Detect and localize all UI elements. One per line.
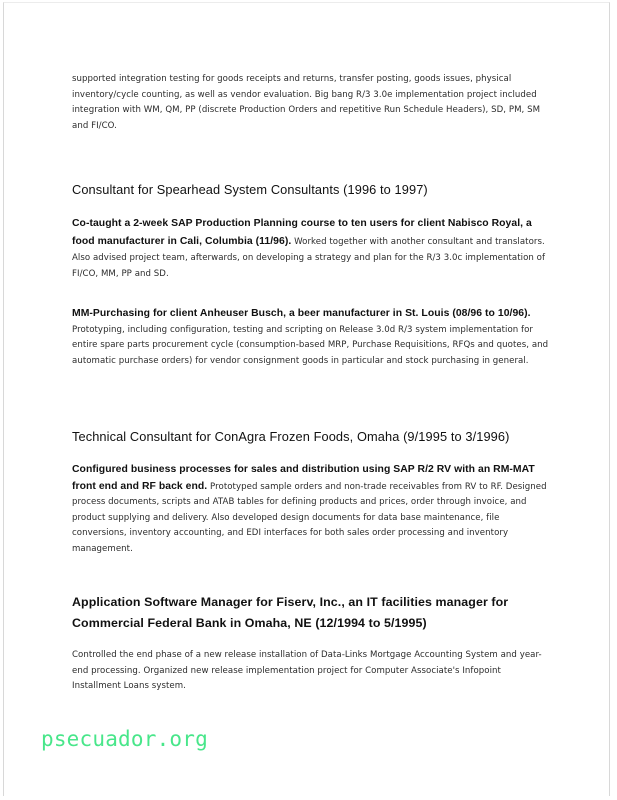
section-heading-conagra: [72, 426, 550, 447]
entry-anheuser-busch: [72, 306, 550, 369]
section-heading-text: Application Software Manager for Fiserv, Inc., an IT facilities manager for Commercial Federal Bank in Omaha, NE (12/1994 to 5/1995): [72, 595, 509, 630]
intro-paragraph: [72, 72, 550, 134]
entry-lead: Configured business processes for sales and distribution using SAP R/2 RV with an RM-MAT front end and RF back end.: [72, 464, 535, 492]
section-heading-text: Consultant for Spearhead System Consultants (1996 to 1997): [72, 182, 428, 197]
entry-text: Worked together with another consultant and translators. Also advised project team, afterwards, on developing a strategy and plan for the R/3 3.0c implementation of FI/CO, MM, PP and SD.: [72, 237, 546, 279]
intro-text: supported integration testing for goods receipts and returns, transfer posting, goods issues, physical inventory/cycle counting, as well as vendor evaluation. Big bang R/3 3.0e implementation project included integration with WM, QM, PP (discrete Production Orders and repetitive Run Schedule Headers), SD, PM, SM and FI/CO.: [72, 74, 541, 131]
entry-lead: Co-taught a 2-week SAP Production Planning course to ten users for client Nabisco Royal, a food manufacturer in Cali, Columbia (11/96).: [72, 218, 532, 247]
entry-text: Prototyping, including configuration, testing and scripting on Release 3.0d R/3 system implementation for entire spare parts procurement cycle (consumption-based MRP, Purchase Requisitions, RFQs and quotes, and automatic purchase orders) for vendor consignment goods in particular and stock purchasing in general.: [72, 324, 549, 366]
entry-nabisco: [72, 215, 550, 282]
entry-fiserv: [72, 648, 550, 695]
section-heading-text: Technical Consultant for ConAgra Frozen Foods, Omaha (9/1995 to 3/1996): [72, 429, 510, 444]
watermark: psecuador.org: [41, 727, 208, 751]
entry-text: Controlled the end phase of a new release installation of Data-Links Mortgage Accounting System and year-end processing. Organized new release implementation project for Computer Associate's Infopoint Installment Loans system.: [72, 650, 542, 692]
entry-lead: MM-Purchasing for client Anheuser Busch, a beer manufacturer in St. Louis (08/96 to 10/96).: [72, 308, 531, 319]
entry-text: Prototyped sample orders and non-trade receivables from RV to RF. Designed process documents, scripts and ATAB tables for defining products and prices, order through invoice, and product supplying and delivery. Also developed design documents for data base maintenance, file conversions, inventory accounting, and EDI interfaces for both sales order processing and inventory management.: [72, 481, 547, 554]
section-heading-fiserv: [72, 592, 550, 634]
entry-conagra: [72, 462, 550, 558]
section-heading-spearhead: [72, 179, 550, 200]
